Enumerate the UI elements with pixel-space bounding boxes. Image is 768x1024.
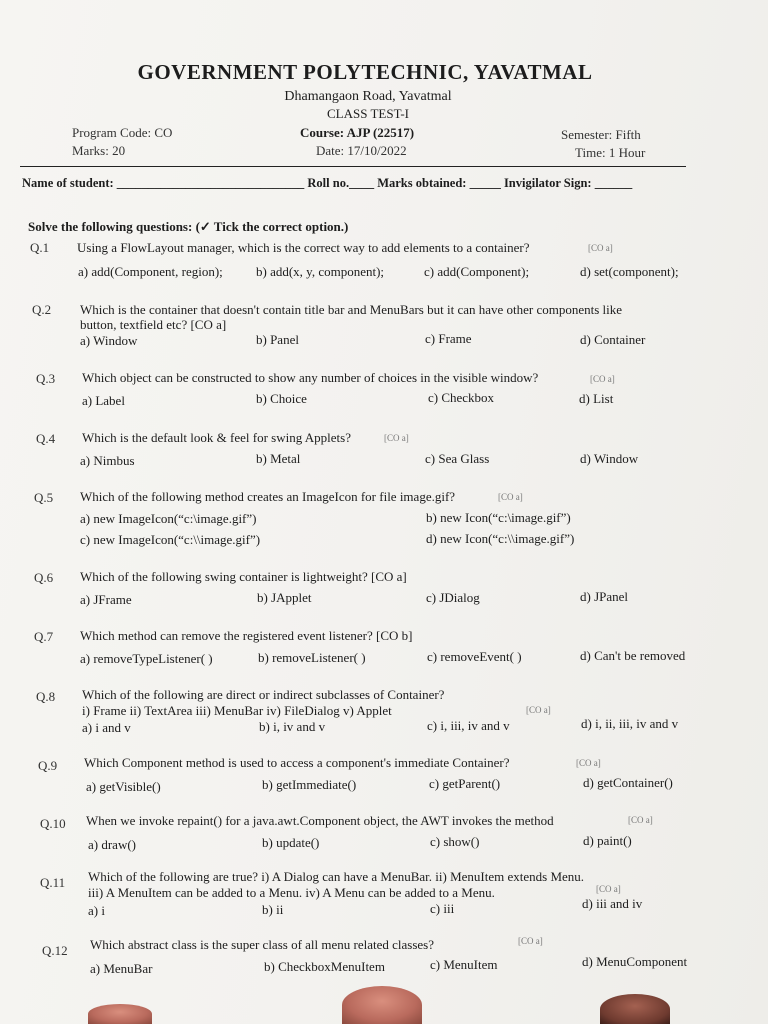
course-outcome-tag: [CO a] (588, 243, 613, 253)
option-c[interactable]: c) getParent() (429, 776, 501, 791)
option-b[interactable]: b) CheckboxMenuItem (264, 959, 385, 974)
institute-address: Dhamangaon Road, Yavatmal (284, 89, 452, 104)
semester: Semester: Fifth (561, 127, 641, 142)
program-code: Program Code: CO (72, 125, 173, 140)
course-outcome-tag: [CO a] (384, 433, 409, 443)
question-text-line2: iii) A MenuItem can be added to a Menu. iv) A Menu can be added to a Menu. (88, 885, 495, 900)
question-number: Q.10 (40, 816, 66, 831)
question-text: Which abstract class is the super class of all menu related classes? (90, 937, 435, 952)
student-details-line: Name of student: ______________________________ Roll no.____ Marks obtained: _____ Invigilator Sign: ______ (22, 176, 633, 190)
option-c[interactable]: c) JDialog (426, 590, 480, 605)
question-text: Which of the following are direct or indirect subclasses of Container? (82, 687, 445, 702)
test-name: CLASS TEST-I (327, 106, 409, 121)
option-d[interactable]: d) new Icon(“c:\\image.gif”) (426, 531, 575, 546)
question-text: Which of the following method creates an ImageIcon for file image.gif? (80, 489, 456, 504)
question-number: Q.12 (42, 943, 68, 958)
option-d[interactable]: d) paint() (583, 833, 632, 848)
option-d[interactable]: d) Can't be removed (580, 648, 686, 663)
question-text: Which Component method is used to access a component's immediate Container? (84, 755, 510, 770)
institute-title: GOVERNMENT POLYTECHNIC, YAVATMAL (137, 60, 593, 84)
question-number: Q.5 (34, 490, 54, 505)
option-b[interactable]: b) getImmediate() (262, 777, 357, 792)
course-outcome-tag: [CO a] (628, 815, 653, 825)
option-b[interactable]: b) Choice (256, 391, 307, 406)
option-b[interactable]: b) new Icon(“c:\image.gif”) (426, 510, 571, 525)
question-number: Q.1 (30, 240, 50, 255)
option-b[interactable]: b) removeListener( ) (258, 650, 366, 665)
question-text: Using a FlowLayout manager, which is the correct way to add elements to a container? (77, 240, 530, 255)
question-text: Which is the container that doesn't contain title bar and MenuBars but it can have other components like (80, 302, 623, 317)
question-number: Q.8 (36, 689, 56, 704)
course-outcome-tag: [CO a] (590, 374, 615, 384)
question-text-line2: button, textfield etc? [CO a] (80, 317, 227, 332)
finger-middle (342, 986, 422, 1024)
question-text: Which object can be constructed to show any number of choices in the visible window? (82, 370, 539, 385)
option-a[interactable]: a) draw() (88, 837, 136, 852)
course-outcome-tag: [CO a] (498, 492, 523, 502)
option-a[interactable]: a) Label (82, 393, 125, 408)
option-b[interactable]: b) JApplet (257, 590, 312, 605)
option-b[interactable]: b) i, iv and v (259, 719, 326, 734)
finger-left (88, 1004, 152, 1024)
question-text: Which of the following are true? i) A Dialog can have a MenuBar. ii) MenuItem extends Menu. (88, 869, 585, 884)
question-number: Q.4 (36, 431, 56, 446)
option-b[interactable]: b) ii (262, 902, 284, 917)
option-c[interactable]: c) removeEvent( ) (427, 649, 522, 664)
option-b[interactable]: b) Metal (256, 451, 301, 466)
duration: Time: 1 Hour (575, 145, 646, 160)
option-d[interactable]: d) iii and iv (582, 896, 643, 911)
course-outcome-tag: [CO a] (518, 936, 543, 946)
option-a[interactable]: a) i and v (82, 720, 131, 735)
question-text: When we invoke repaint() for a java.awt.Component object, the AWT invokes the method (86, 813, 554, 828)
option-c[interactable]: c) Frame (425, 331, 472, 346)
option-a[interactable]: a) getVisible() (86, 779, 161, 794)
question-number: Q.7 (34, 629, 54, 644)
question-text: Which is the default look & feel for swing Applets? (82, 430, 351, 445)
course-outcome-tag: [CO a] (596, 884, 621, 894)
option-b[interactable]: b) Panel (256, 332, 299, 347)
option-c[interactable]: c) Checkbox (428, 390, 495, 405)
question-number: Q.6 (34, 570, 54, 585)
question-text-line2: i) Frame ii) TextArea iii) MenuBar iv) FileDialog v) Applet (82, 703, 392, 718)
option-d[interactable]: d) JPanel (580, 589, 629, 604)
option-d[interactable]: d) Container (580, 332, 646, 347)
option-c[interactable]: c) i, iii, iv and v (427, 718, 510, 733)
option-a[interactable]: a) add(Component, region); (78, 264, 223, 279)
question-number: Q.3 (36, 371, 56, 386)
question-text: Which method can remove the registered event listener? [CO b] (80, 628, 413, 643)
question-text: Which of the following swing container is lightweight? [CO a] (80, 569, 407, 584)
option-d[interactable]: d) set(component); (580, 264, 679, 279)
finger-right (600, 994, 670, 1024)
option-d[interactable]: d) MenuComponent (582, 954, 688, 969)
course-outcome-tag: [CO a] (526, 705, 551, 715)
question-number: Q.9 (38, 758, 58, 773)
option-a[interactable]: a) Nimbus (80, 453, 135, 468)
option-d[interactable]: d) i, ii, iii, iv and v (581, 716, 679, 731)
question-number: Q.2 (32, 302, 52, 317)
header-divider (20, 166, 686, 167)
option-a[interactable]: a) Window (80, 333, 138, 348)
option-b[interactable]: b) add(x, y, component); (256, 264, 385, 279)
max-marks: Marks: 20 (72, 143, 126, 158)
option-d[interactable]: d) List (579, 391, 614, 406)
course-code: Course: AJP (22517) (300, 125, 415, 140)
option-c[interactable]: c) add(Component); (424, 264, 530, 279)
option-c[interactable]: c) show() (430, 834, 480, 849)
question-number: Q.11 (40, 875, 66, 890)
option-a[interactable]: a) removeTypeListener( ) (80, 651, 213, 666)
option-a[interactable]: a) new ImageIcon(“c:\image.gif”) (80, 511, 257, 526)
option-c[interactable]: c) new ImageIcon(“c:\\image.gif”) (80, 532, 261, 547)
option-b[interactable]: b) update() (262, 835, 320, 850)
instructions: Solve the following questions: (✓ Tick the correct option.) (28, 219, 349, 234)
option-c[interactable]: c) MenuItem (430, 957, 498, 972)
option-a[interactable]: a) i (88, 903, 105, 918)
option-c[interactable]: c) Sea Glass (425, 451, 490, 466)
option-c[interactable]: c) iii (430, 901, 455, 916)
course-outcome-tag: [CO a] (576, 758, 601, 768)
option-d[interactable]: d) getContainer() (583, 775, 673, 790)
option-a[interactable]: a) JFrame (80, 592, 132, 607)
option-d[interactable]: d) Window (580, 451, 639, 466)
test-date: Date: 17/10/2022 (316, 143, 407, 158)
option-a[interactable]: a) MenuBar (90, 961, 153, 976)
